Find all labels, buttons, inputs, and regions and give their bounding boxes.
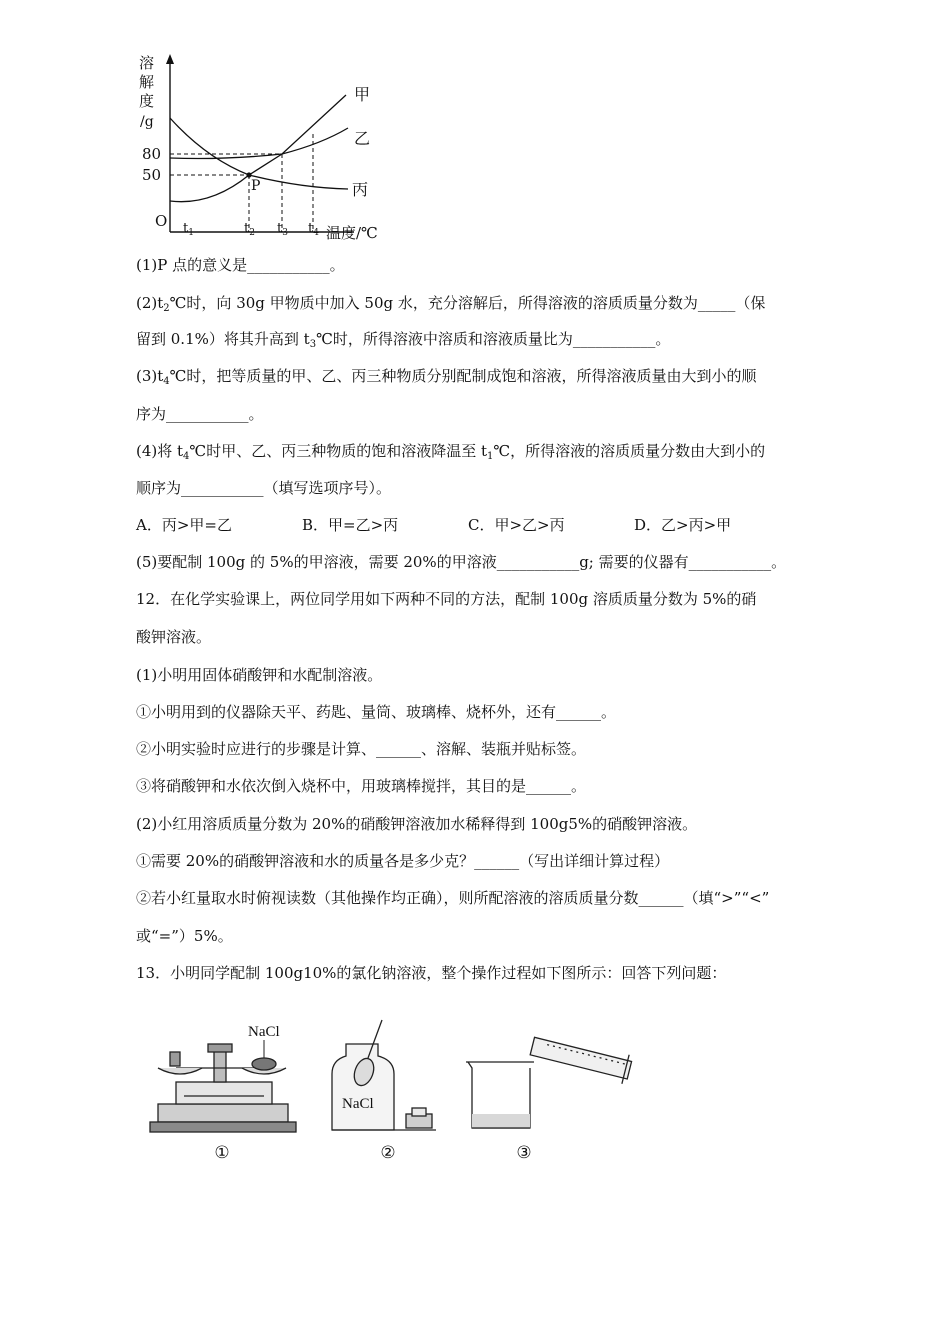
- y-label-char-3: 度: [139, 92, 155, 110]
- curve-label-bing: 丙: [352, 180, 369, 199]
- x-tick-t4: $t_4$: [308, 221, 319, 238]
- balance-nacl-label: NaCl: [248, 1024, 280, 1040]
- point-p-marker: [246, 172, 251, 177]
- beaker-cylinder-illustration: [466, 1032, 633, 1128]
- q12-sub1-item1: ①小明用到的仪器除天平、药匙、量筒、玻璃棒、烧杯外，还有______。: [136, 703, 617, 721]
- origin-label: O: [155, 212, 168, 230]
- q11-part3-line2: 序为___________。: [136, 405, 264, 423]
- q12-sub2: (2)小红用溶质质量分数为 20%的硝酸钾溶液加水稀释得到 100g5%的硝酸钾溶液。: [136, 815, 698, 833]
- caption-3: ③: [516, 1143, 532, 1162]
- q11-part1: (1)P 点的意义是___________。: [136, 256, 345, 274]
- solubility-chart: [136, 48, 386, 244]
- y-unit: /g: [140, 114, 154, 130]
- q11-part3-line1: $(3)t_4℃$时，把等质量的甲、乙、丙三种物质分别配制成饱和溶液，所得溶液质量由大到小的顺: [136, 367, 757, 387]
- q11-option-a: A．丙>甲=乙: [136, 516, 232, 534]
- y-axis-arrow: [166, 54, 174, 64]
- q12-sub2-item2-line2: 或“=”）5%。: [136, 927, 233, 945]
- q11-part2-line1: $(2)t_2℃$时，向 30g 甲物质中加入 50g 水，充分溶解后，所得溶液的溶质质量分数为_____（保: [136, 294, 766, 314]
- q11-part4-line2: 顺序为___________（填写选项序号）。: [136, 479, 392, 497]
- q12-stem-line1: 12．在化学实验课上，两位同学用如下两种不同的方法，配制 100g 溶质质量分数为 5%的硝: [136, 590, 757, 608]
- point-p-label: P: [251, 178, 261, 194]
- x-tick-t3: $t_3$: [277, 221, 288, 238]
- curve-label-yi: 乙: [354, 129, 371, 148]
- caption-2: ②: [380, 1143, 396, 1162]
- balance-illustration: [150, 1044, 296, 1132]
- bottle-nacl-label: NaCl: [342, 1096, 374, 1112]
- reagent-bottle-illustration: [332, 1020, 436, 1130]
- y-tick-80: 80: [142, 145, 162, 163]
- y-label-char-2: 解: [139, 73, 155, 91]
- y-label-char-1: 溶: [139, 54, 155, 72]
- caption-1: ①: [214, 1143, 230, 1162]
- q11-option-d: D．乙>丙>甲: [634, 516, 732, 534]
- q13-stem: 13．小明同学配制 100g10%的氯化钠溶液，整个操作过程如下图所示：回答下列问题：: [136, 964, 727, 982]
- q12-sub2-item2-line1: ②若小红量取水时俯视读数（其他操作均正确），则所配溶液的溶质质量分数______（填“>”“<”: [136, 889, 770, 907]
- curve-label-jia: 甲: [354, 85, 371, 104]
- q12-sub1: (1)小明用固体硝酸钾和水配制溶液。: [136, 666, 383, 684]
- x-tick-t1: $t_1$: [183, 221, 194, 238]
- q11-part5: (5)要配制 100g 的 5%的甲溶液，需要 20%的甲溶液___________g; 需要的仪器有___________。: [136, 553, 787, 571]
- q12-stem-line2: 酸钾溶液。: [136, 628, 212, 646]
- q11-part2-line2: 留到 0.1%）将其升高到 $t_3℃$时，所得溶液中溶质和溶液质量比为___________。: [136, 330, 671, 350]
- x-unit-label: 温度/℃: [326, 224, 378, 242]
- x-tick-t2: $t_2$: [244, 221, 255, 238]
- q12-sub1-item3: ③将硝酸钾和水依次倒入烧杯中，用玻璃棒搅拌，其目的是______。: [136, 777, 587, 795]
- q11-part4-line1: (4)将 $t_4℃$时甲、乙、丙三种物质的饱和溶液降温至 $t_1℃$，所得溶液的溶质质量分数由大到小的: [136, 442, 766, 462]
- guide-lines: [170, 134, 313, 232]
- q12-sub2-item1: ①需要 20%的硝酸钾溶液和水的质量各是多少克？______（写出详细计算过程）: [136, 852, 670, 870]
- y-tick-50: 50: [142, 166, 162, 184]
- q13-procedure-figure: [136, 1018, 656, 1168]
- q12-sub1-item2: ②小明实验时应进行的步骤是计算、______、溶解、装瓶并贴标签。: [136, 740, 587, 758]
- q11-option-b: B．甲=乙>丙: [302, 516, 399, 534]
- q11-option-c: C．甲>乙>丙: [468, 516, 565, 534]
